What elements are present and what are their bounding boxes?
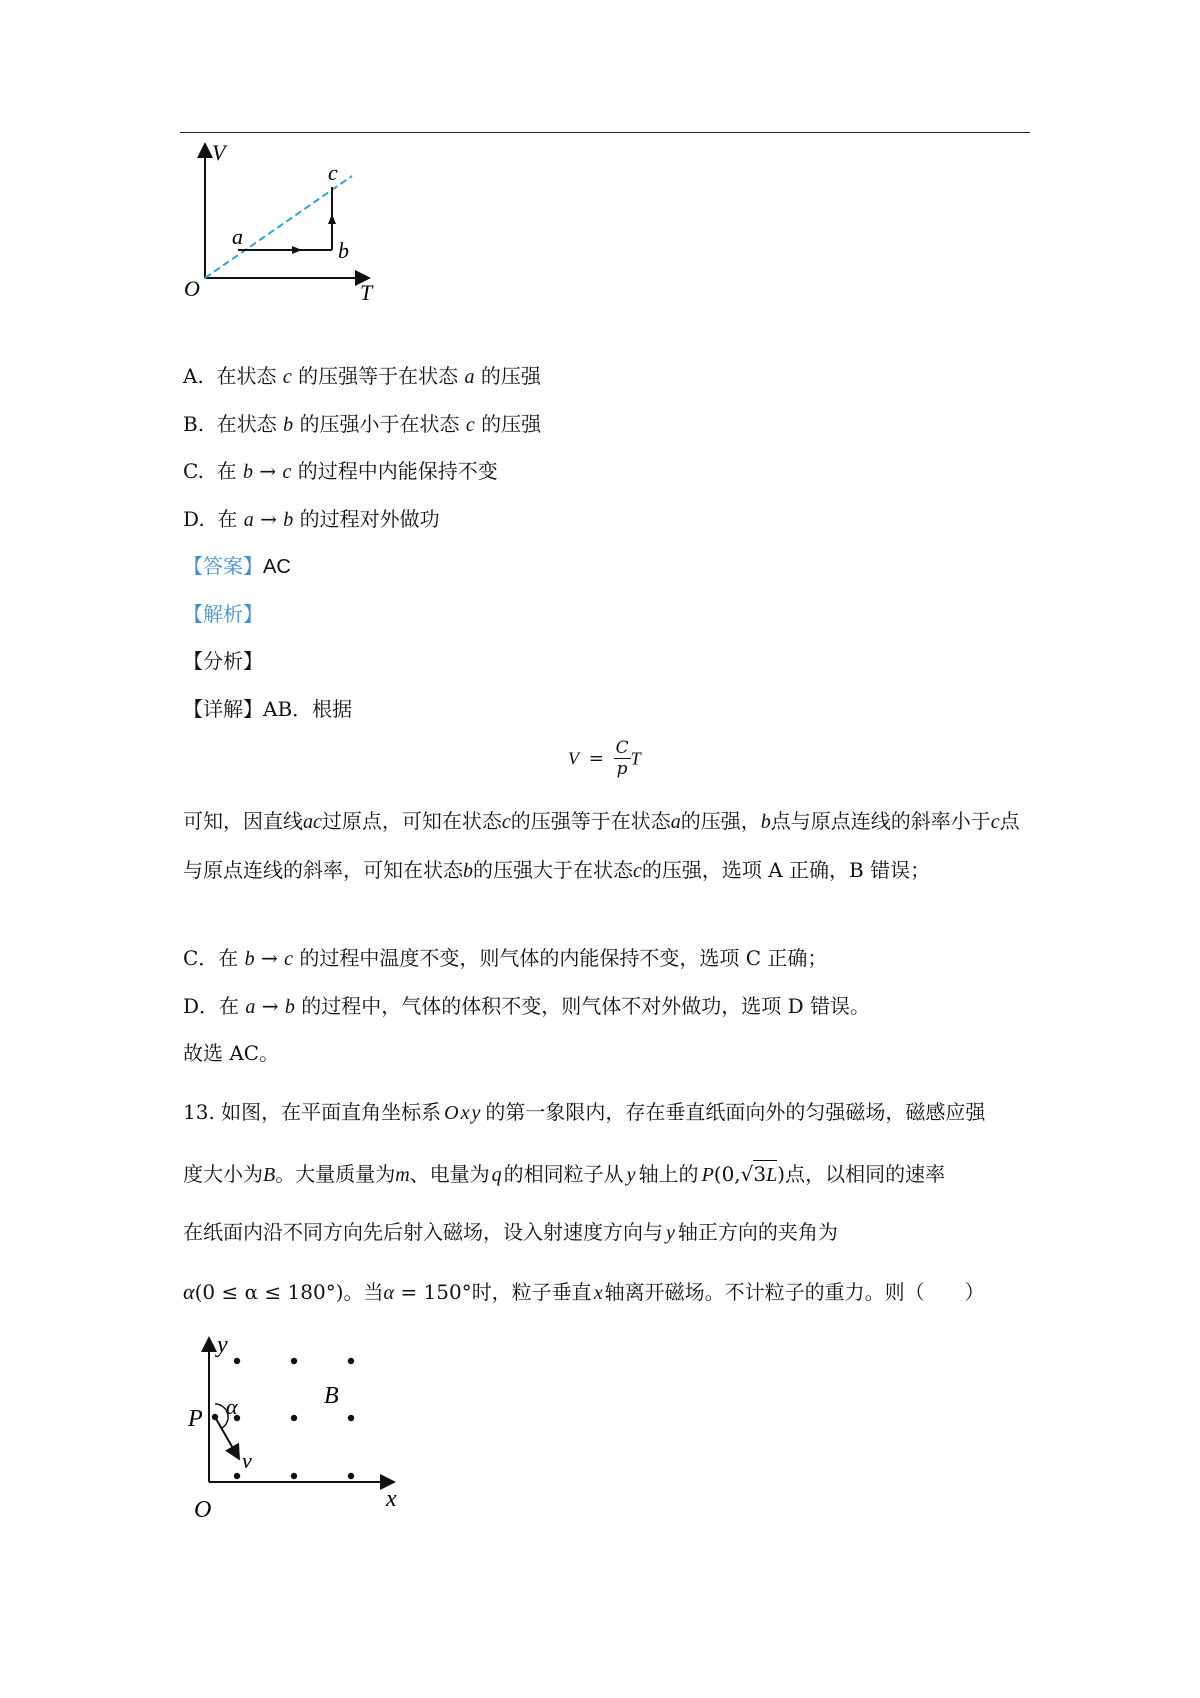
field-dot xyxy=(291,1473,297,1479)
field-dots xyxy=(234,1358,354,1479)
option-b: B. 在状态 b 的压强小于在状态 c 的压强 xyxy=(183,412,542,436)
field-dot xyxy=(348,1415,354,1421)
para-d: D．在 a → b 的过程中，气体的体积不变，则气体不对外做功，选项 D 错误。 xyxy=(183,994,870,1018)
answer-tag: 【答案】 xyxy=(183,554,263,578)
explanation-paragraph: 可知，因直线ac过原点，可知在状态c的压强等于在状态a的压强，b点与原点连线的斜率小于c点与原点连线的斜率，可知在状态b的压强大于在状态c的压强，选项 A 正确，B 错误； xyxy=(183,809,1020,882)
option-a: A. 在状态 c 的压强等于在状态 a 的压强 xyxy=(183,364,541,388)
option-d: D. 在 a → b 的过程对外做功 xyxy=(183,507,440,531)
field-dot xyxy=(348,1358,354,1364)
field-dot xyxy=(234,1358,240,1364)
field-dot xyxy=(234,1473,240,1479)
point-b-label: b xyxy=(338,238,349,263)
xiangjie-line: 【详解】AB．根据 xyxy=(183,697,353,721)
formula: V = $\frac{C}{p}$ T xyxy=(568,738,641,779)
vt-graph xyxy=(180,140,380,310)
header-rule xyxy=(180,132,1030,133)
t-axis-label: T xyxy=(360,280,373,305)
analysis-tag: 【解析】 xyxy=(183,602,263,626)
answer-value: AC xyxy=(263,556,291,578)
field-graph xyxy=(180,1330,420,1530)
q13-line3: 在纸面内沿不同方向先后射入磁场，设入射速度方向与 y 轴正方向的夹角为 xyxy=(183,1220,838,1244)
y-axis-label: y xyxy=(217,1332,228,1358)
field-dot xyxy=(291,1358,297,1364)
velocity-label: v xyxy=(242,1448,252,1473)
option-c: C. 在 b → c 的过程中内能保持不变 xyxy=(183,459,498,483)
option-label: C. xyxy=(183,459,204,483)
q13-line2: 度大小为B。大量质量为m、电量为 q 的相同粒子从 y 轴上的 P(0,√3L)点，以相同的速率 xyxy=(183,1162,946,1186)
point-p-label: P xyxy=(188,1406,203,1432)
fenxi-heading: 【分析】 xyxy=(183,649,263,673)
angle-label: α xyxy=(226,1394,238,1419)
para-c: C．在 b → c 的过程中温度不变，则气体的内能保持不变，选项 C 正确； xyxy=(183,946,828,970)
conclusion: 故选 AC。 xyxy=(183,1041,280,1065)
q13-line1: 13. 如图，在平面直角坐标系 Oxy 的第一象限内，存在垂直纸面向外的匀强磁场，磁感应强 xyxy=(183,1100,986,1124)
option-label: D. xyxy=(183,507,205,531)
option-label: A. xyxy=(183,364,204,388)
x-axis-label: x xyxy=(386,1486,397,1512)
formula-fraction: $\frac{C}{p}$ xyxy=(615,738,629,779)
field-label: B xyxy=(324,1383,339,1409)
origin-label: O xyxy=(184,276,200,301)
point-c-label: c xyxy=(328,160,338,185)
q13-line4: α(0 ≤ α ≤ 180°)。当α = 150°时，粒子垂直 x 轴离开磁场。不计粒子的重力。则（ ） xyxy=(183,1279,985,1304)
sqrt-sign: √ xyxy=(740,1162,754,1186)
arrow-bc-icon xyxy=(328,214,336,224)
arrow-ab-icon xyxy=(292,246,302,254)
sqrt-radicand: 3L xyxy=(753,1162,778,1186)
field-dot xyxy=(348,1473,354,1479)
field-dot xyxy=(291,1415,297,1421)
origin-label-2: O xyxy=(194,1497,212,1523)
answer-line xyxy=(183,552,291,581)
dashed-line-ac xyxy=(205,176,352,278)
option-label: B. xyxy=(183,412,205,436)
point-a-label: a xyxy=(232,224,243,249)
v-axis-label: V xyxy=(212,140,226,165)
